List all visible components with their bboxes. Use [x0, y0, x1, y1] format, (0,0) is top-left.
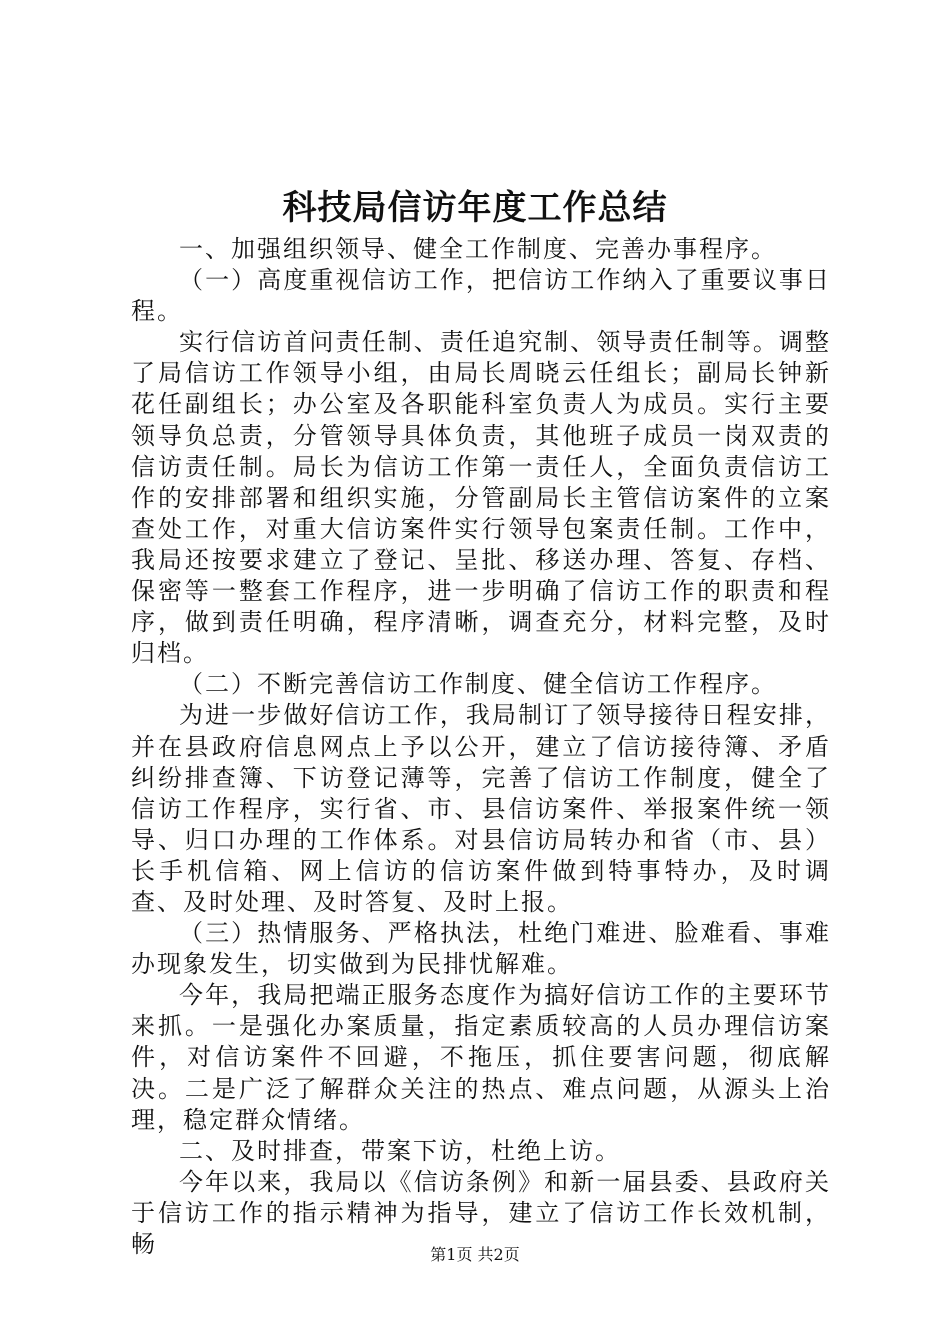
section-heading-2: 二、及时排查，带案下访，杜绝上访。 — [179, 1136, 621, 1165]
section-heading-1: 一、加强组织领导、健全工作制度、完善办事程序。 — [179, 235, 777, 263]
document-body — [131, 234, 831, 1260]
body-paragraph: 今年以来，我局以《信访条例》和新一届县委、县政府关于信访工作的指示精神为指导，建立了信访工作长效机制，畅 — [131, 1167, 831, 1258]
subsection-heading-1: （一）高度重视信访工作，把信访工作纳入了重要议事日程。 — [131, 266, 831, 326]
document-title: 科技局信访年度工作总结 — [282, 188, 668, 228]
body-paragraph: 今年，我局把端正服务态度作为搞好信访工作的主要环节来抓。一是强化办案质量，指定素质较高的人员办理信访案件，对信访案件不回避，不拖压，抓住要害问题，彻底解决。二是广泛了解群众关注的热点、难点问题，从源头上治理，稳定群众情绪。 — [131, 981, 831, 1134]
body-paragraph: 实行信访首问责任制、责任追究制、领导责任制等。调整了局信访工作领导小组，由局长周晓云任组长；副局长钟新花任副组长；办公室及各职能科室负责人为成员。实行主要领导负总责，分管领导具体负责，其他班子成员一岗双责的信访责任制。局长为信访工作第一责任人，全面负责信访工作的安排部署和组织实施，分管副局长主管信访案件的立案查处工作，对重大信访案件实行领导包案责任制。工作中，我局还按要求建立了登记、呈批、移送办理、答复、存档、保密等一整套工作程序，进一步明确了信访工作的职责和程序，做到责任明确，程序清晰，调查充分，材料完整，及时归档。 — [131, 328, 831, 668]
body-paragraph: 为进一步做好信访工作，我局制订了领导接待日程安排，并在县政府信息网点上予以公开，建立了信访接待簿、矛盾纠纷排查簿、下访登记薄等，完善了信访工作制度，健全了信访工作程序，实行省、市、县信访案件、举报案件统一领导、归口办理的工作体系。对县信访局转办和省（市、县）长手机信箱、网上信访的信访案件做到特事特办，及时调查、及时处理、及时答复、及时上报。 — [131, 701, 831, 916]
page-number-footer: 第1页 共2页 — [430, 1245, 520, 1264]
subsection-heading-2: （二）不断完善信访工作制度、健全信访工作程序。 — [179, 670, 777, 699]
subsection-heading-3: （三）热情服务、严格执法，杜绝门难进、脸难看、事难办现象发生，切实做到为民排忧解难。 — [131, 919, 831, 979]
